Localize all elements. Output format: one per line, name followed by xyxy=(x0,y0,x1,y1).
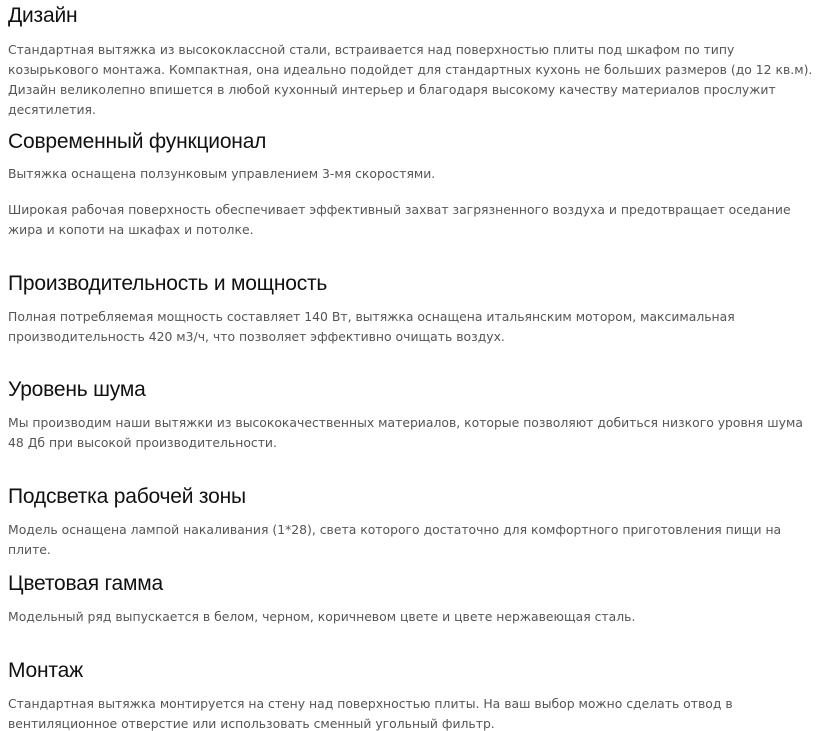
section-heading: Уровень шума xyxy=(8,378,146,401)
section-text: Стандартная вытяжка монтируется на стену над поверхностью плиты. На ваш выбор можно сделать отвод в вентиляционное отверстие или использовать сменный угольный фильтр. xyxy=(8,696,733,731)
section-text: Полная потребляемая мощность составляет 140 Вт, вытяжка оснащена итальянским мотором, максимальная производительность 420 м3/ч, что позволяет эффективно очищать воздух. xyxy=(8,309,735,344)
section-text: Широкая рабочая поверхность обеспечивает эффективный захват загрязненного воздуха и предотвращает оседание жира и копоти на шкафах и потолке. xyxy=(8,202,791,237)
section-design xyxy=(8,3,814,120)
section-noise-level xyxy=(8,377,814,453)
section-heading: Подсветка рабочей зоны xyxy=(8,485,246,508)
section-performance xyxy=(8,271,814,347)
section-text: Вытяжка оснащена ползунковым управлением 3-мя скоростями. xyxy=(8,166,436,181)
section-text: Модельный ряд выпускается в белом, черном, коричневом цвете и цвете нержавеющая сталь. xyxy=(8,609,636,624)
section-installation xyxy=(8,658,814,731)
section-text: Мы производим наши вытяжки из высококачественных материалов, которые позволяют добиться низкого уровня шума 48 Дб при высокой производительности. xyxy=(8,415,803,450)
section-lighting xyxy=(8,484,814,560)
section-functionality xyxy=(8,129,814,240)
section-heading: Современный функционал xyxy=(8,130,267,153)
section-heading: Производительность и мощность xyxy=(8,272,328,295)
section-heading: Монтаж xyxy=(8,659,83,682)
section-text: Модель оснащена лампой накаливания (1*28), света которого достаточно для комфортного приготовления пищи на плите. xyxy=(8,522,782,557)
section-text: Стандартная вытяжка из высококлассной стали, встраивается над поверхностью плиты под шкафом по типу козырькового монтажа. Компактная, она идеально подойдет для стандартных кухонь не больших размеров (до 12 кв.м). Дизайн великолепно впишется в любой кухонный интерьер и благодаря высокому качеству материалов прослужит десятилетия. xyxy=(8,42,813,117)
section-colors xyxy=(8,571,814,627)
section-heading: Цветовая гамма xyxy=(8,572,163,595)
section-heading: Дизайн xyxy=(8,4,78,27)
